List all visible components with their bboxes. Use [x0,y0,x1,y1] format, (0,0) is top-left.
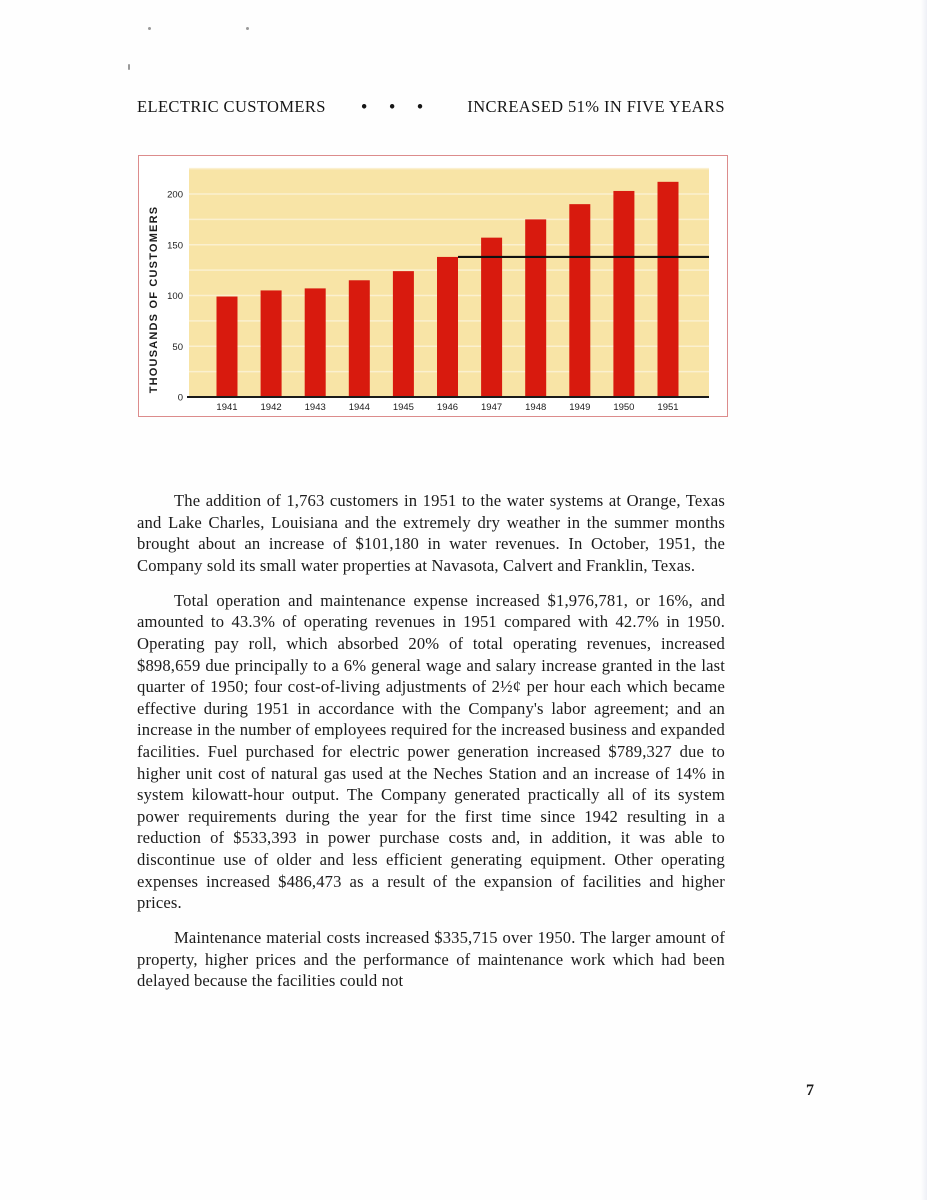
x-tick-label: 1943 [304,402,326,413]
bar-1947 [481,238,502,397]
x-tick-label: 1947 [481,402,503,413]
x-tick-label: 1950 [613,402,635,413]
x-tick-label: 1951 [657,402,679,413]
bar-1951 [658,182,679,397]
x-tick-label: 1946 [436,402,459,413]
y-tick-label: 0 [177,392,183,404]
chart-frame [138,155,728,417]
bar-1950 [613,191,634,397]
bar-1949 [569,204,590,397]
x-tick-label: 1945 [392,402,414,413]
bar-1948 [525,219,546,397]
x-tick-label: 1948 [525,402,547,413]
scan-speck [148,27,151,30]
x-tick-label: 1942 [260,402,282,413]
y-tick-label: 150 [167,240,183,252]
y-tick-label: 200 [167,189,183,201]
y-tick-label: 100 [167,291,183,302]
heading-dots: • • • [361,97,432,116]
y-axis-label: THOUSANDS OF CUSTOMERS [148,205,160,394]
scan-speck [246,27,249,30]
bar-1946 [437,257,458,397]
scan-speck [128,64,130,70]
bar-1942 [261,290,282,397]
x-tick-label: 1949 [569,402,591,413]
bar-1943 [305,288,326,397]
paragraph-maintenance: Maintenance material costs increased $335,715 over 1950. The larger amount of property, higher prices and the performance of maintenance work which had been delayed because the facilities could not [137,928,725,991]
body-text [137,490,725,1006]
page-number: 7 [806,1082,814,1099]
y-tick-label: 50 [172,341,183,353]
paragraph-operating-expense: Total operation and maintenance expense increased $1,976,781, or 16%, and amounted to 43.3% of operating revenues in 1951 compared with 42.7% in 1950. Operating pay roll, which absorbed 20% of total operating revenues, increased $898,659 due principally to a 6% general wage and salary increase granted in the last quarter of 1950; four cost-of-living adjustments of 2½¢ per hour each which became effective during 1951 in accordance with the Company's labor agreement; and an increase in the number of employees required for the increased business and expanded facilities. Fuel purchased for electric power generation increased $789,327 due to higher unit cost of natural gas used at the Neches Station and an increase of 14% in system kilowatt-hour output. The Company generated practically all of its system power requirements during the year for the first time since 1942 resulting in a reduction of $533,393 in power purchase costs and, in addition, it was able to discontinue use of older and less efficient generating equipment. Other operating expenses increased $486,473 as a result of the expansion of facilities and higher prices. [137,590,725,913]
bar-1945 [393,271,414,397]
bar-1944 [349,280,370,397]
chart-heading [137,97,725,117]
paragraph-water-systems: The addition of 1,763 customers in 1951 to the water systems at Orange, Texas and Lake Charles, Louisiana and the extremely dry weather in the summer months brought about an increase of $101,180 in water revenues. In October, 1951, the Company sold its small water properties at Navasota, Calvert and Franklin, Texas. [137,491,725,575]
customers-bar-chart [139,156,726,415]
x-tick-label: 1944 [348,402,370,413]
page-edge-shadow [921,0,927,1200]
x-tick-label: 1941 [216,402,238,413]
heading-right: INCREASED 51% IN FIVE YEARS [467,97,725,116]
heading-left: ELECTRIC CUSTOMERS [137,97,326,116]
bar-1941 [217,297,238,397]
